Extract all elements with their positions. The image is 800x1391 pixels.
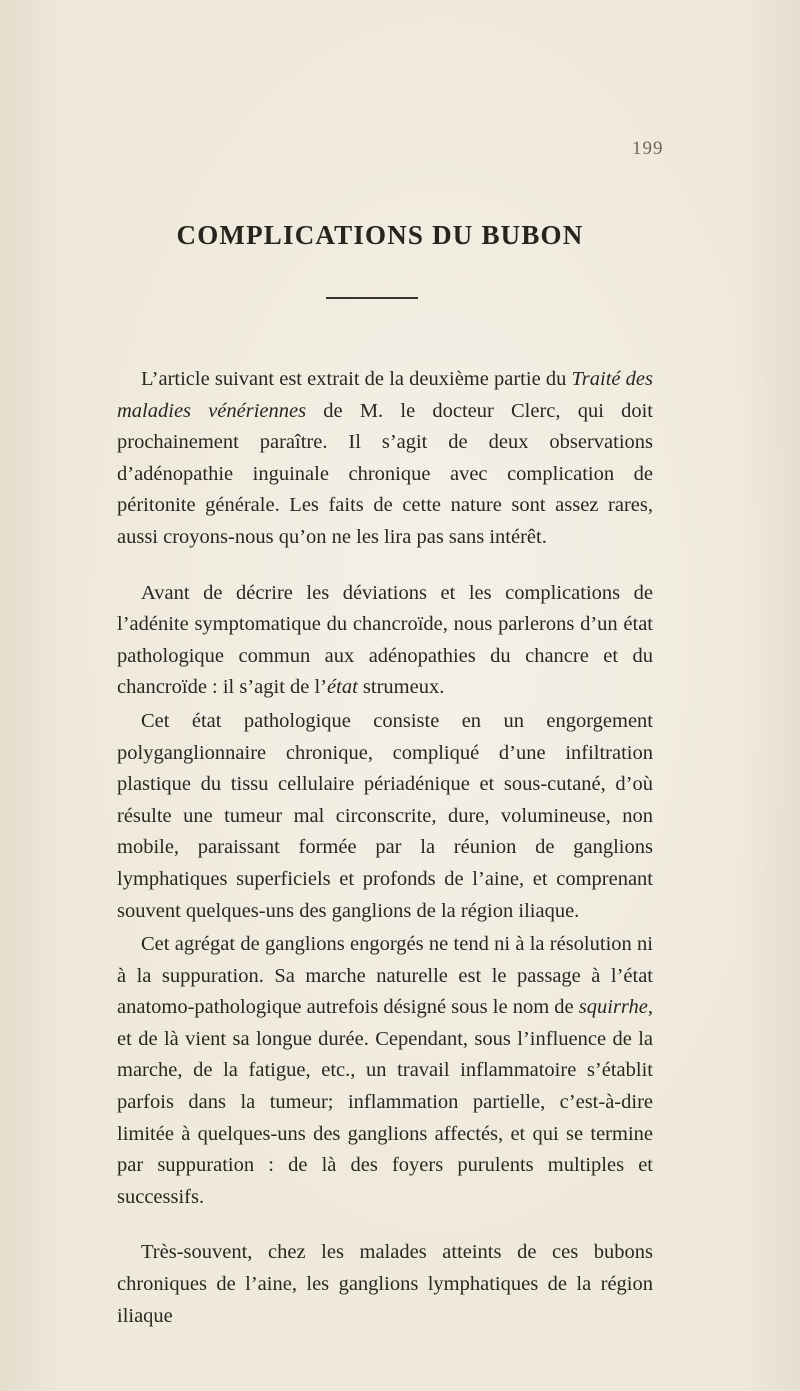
text-run: Très-souvent, chez les malades atteints de ces bubons chroniques de l’aine, les ganglions lymphatiques de la région iliaque — [117, 1241, 653, 1327]
page-number: 199 — [632, 138, 664, 159]
text-run: de M. le docteur Clerc, qui doit prochainement paraître. Il s’agit de deux observations d’adénopathie inguinale chronique avec complication de péritonite générale. Les faits de cette nature sont assez rares, aussi croyons-nous qu’on ne les lira pas sans intérêt. — [117, 399, 653, 548]
paragraph-ganglions-iliaques — [117, 1237, 653, 1332]
text-run: L’article suivant est extrait de la deuxième partie du — [141, 368, 572, 390]
text-run: Cet état pathologique consiste en un engorgement polyganglionnaire chronique, compliqué d’une infiltration plastique du tissu cellulaire périadénique et sous-cutané, d’où résulte une tumeur mal circonscrite, dure, volumineuse, non mobile, paraissant formée par la réunion de ganglions lymphatiques superficiels et profonds de l’aine, et comprenant souvent quelques-uns des ganglions de la région iliaque. — [117, 709, 653, 922]
body-text — [117, 340, 653, 1332]
chapter-title: COMPLICATIONS DU BUBON — [176, 220, 584, 250]
paragraph-etat-strumeux — [117, 578, 653, 704]
text-run: Cet agrégat de ganglions engorgés ne tend ni à la résolution ni à la suppuration. Sa marche naturelle est le passage à l’état anatomo-pathologique autrefois désigné sous le nom de — [117, 933, 653, 1019]
italic-text: état — [327, 676, 358, 699]
text-run: strumeux. — [357, 676, 445, 699]
text-run: Avant de décrire les déviations et les complications de l’adénite symptomatique du chancroïde, nous parlerons d’un état pathologique commun aux adénopathies du chancre et du chancroïde : il s’agit de l’ — [117, 581, 653, 699]
italic-text: Traité des maladies vénériennes — [117, 368, 653, 422]
paragraph-marche — [117, 929, 653, 1213]
paragraph-intro — [117, 364, 653, 554]
title-rule — [326, 297, 418, 299]
italic-text: squirrhe — [578, 996, 648, 1019]
paragraph-definition — [117, 706, 653, 927]
text-run: , et de là vient sa longue durée. Cependant, sous l’influence de la marche, de la fatigue, etc., un travail inflammatoire s’établit parfois dans la tumeur; inflammation partielle, c’est-à-dire limitée à quelques-uns des ganglions affectés, et qui se termine par suppuration : de là des foyers purulents multiples et successifs. — [117, 996, 653, 1208]
